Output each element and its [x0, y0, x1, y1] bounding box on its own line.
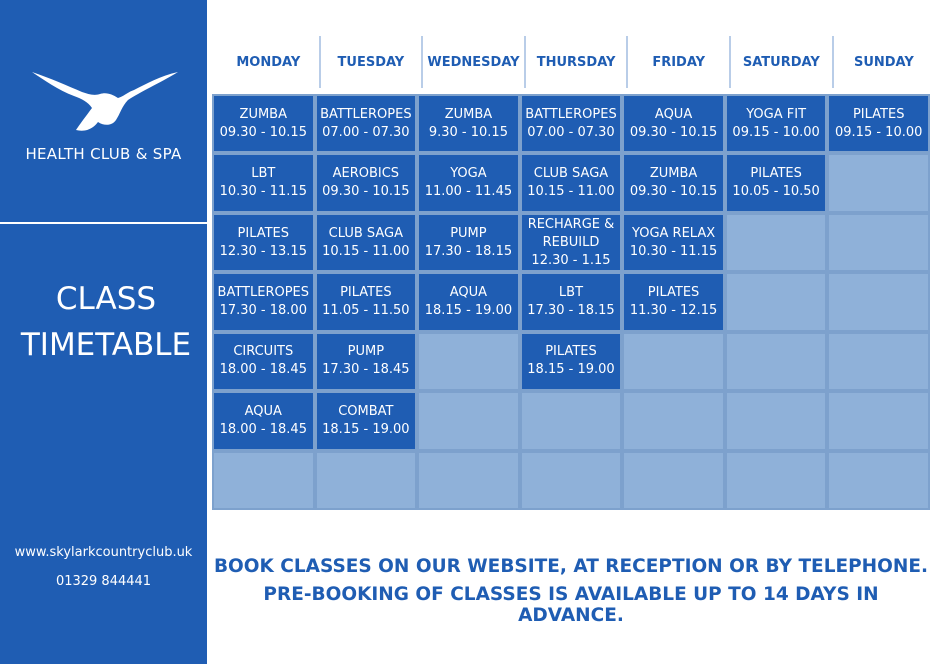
- sidebar: [0, 0, 207, 664]
- class-slot: [214, 215, 313, 270]
- class-slot: [522, 334, 621, 389]
- class-time: 12.30 - 1.15: [531, 252, 611, 268]
- empty-slot: [624, 393, 723, 448]
- class-slot: [624, 274, 723, 329]
- class-name: YOGA FIT: [746, 106, 807, 122]
- class-time: 17.30 - 18.15: [527, 302, 615, 318]
- empty-slot: [829, 393, 928, 448]
- class-name: LBT: [251, 166, 276, 182]
- class-name: CLUB SAGA: [328, 225, 404, 241]
- empty-slot: [419, 334, 518, 389]
- class-slot: [317, 96, 416, 151]
- class-name: ZUMBA: [239, 106, 287, 122]
- empty-slot: [829, 274, 928, 329]
- class-time: 09.15 - 10.00: [732, 124, 820, 140]
- timetable-grid: [212, 94, 930, 510]
- class-name: PILATES: [237, 225, 290, 241]
- empty-slot: [829, 453, 928, 508]
- class-slot: [419, 215, 518, 270]
- class-time: 17.30 - 18.00: [219, 302, 307, 318]
- empty-slot: [317, 453, 416, 508]
- class-name: LBT: [558, 284, 584, 300]
- class-time: 17.30 - 18.15: [424, 243, 513, 259]
- empty-slot: [727, 334, 826, 389]
- class-time: 09.30 - 10.15: [219, 124, 307, 140]
- class-time: 09.15 - 10.00: [835, 124, 923, 140]
- class-time: 07.00 - 07.30: [322, 124, 410, 140]
- class-name: PUMP: [347, 344, 385, 360]
- empty-slot: [624, 453, 723, 508]
- booking-info-line-2: PRE-BOOKING OF CLASSES IS AVAILABLE UP TO 14 DAYS IN ADVANCE.: [263, 584, 879, 626]
- empty-slot: [829, 215, 928, 270]
- class-slot: [419, 274, 518, 329]
- class-slot: [214, 393, 313, 448]
- website-link[interactable]: www.skylarkcountryclub.uk: [14, 545, 193, 560]
- brand-name: HEALTH CLUB & SPA: [25, 145, 182, 163]
- class-time: 18.15 - 19.00: [322, 421, 410, 437]
- empty-slot: [522, 453, 621, 508]
- empty-slot: [419, 453, 518, 508]
- class-name: RECHARGE &: [527, 216, 615, 232]
- class-time: 10.15 - 11.00: [322, 243, 410, 259]
- class-slot: [522, 274, 621, 329]
- class-time: 17.30 - 18.45: [322, 362, 410, 378]
- class-name: CLUB SAGA: [533, 166, 609, 182]
- day-header-separator: [319, 36, 321, 88]
- class-slot: [214, 155, 313, 210]
- class-name-line-2: REBUILD: [542, 234, 600, 250]
- class-time: 11.05 - 11.50: [322, 302, 410, 318]
- class-name: PILATES: [545, 344, 597, 360]
- class-slot: [317, 334, 416, 389]
- class-slot: [419, 96, 518, 151]
- class-name: BATTLEROPES: [320, 106, 412, 122]
- class-time: 10.05 - 10.50: [732, 184, 820, 200]
- class-slot: [624, 96, 723, 151]
- class-slot: [419, 155, 518, 210]
- class-time: 07.00 - 07.30: [527, 124, 615, 140]
- empty-slot: [829, 334, 928, 389]
- class-time: 12.30 - 13.15: [219, 243, 307, 259]
- class-slot: [317, 155, 416, 210]
- day-header-monday: MONDAY: [236, 54, 301, 70]
- page-title: [0, 276, 212, 368]
- class-slot: [317, 393, 416, 448]
- class-name: ZUMBA: [649, 166, 698, 182]
- day-header-thursday: THURSDAY: [536, 54, 616, 70]
- empty-slot: [727, 453, 826, 508]
- class-name: CIRCUITS: [233, 344, 294, 360]
- class-name: BATTLEROPES: [217, 284, 310, 300]
- class-time: 18.15 - 19.00: [527, 362, 615, 378]
- phone-number[interactable]: 01329 844441: [55, 574, 152, 589]
- class-time: 09.30 - 10.15: [322, 184, 410, 200]
- class-name: YOGA: [450, 166, 487, 182]
- class-slot: [522, 155, 621, 210]
- class-slot: [317, 274, 416, 329]
- class-slot: [522, 215, 621, 270]
- title-line-1: CLASS: [55, 281, 157, 317]
- class-slot: [829, 96, 928, 151]
- class-name: AEROBICS: [332, 166, 400, 182]
- class-time: 10.15 - 11.00: [527, 184, 615, 200]
- class-slot: [317, 215, 416, 270]
- class-name: ZUMBA: [444, 106, 493, 122]
- class-time: 09.30 - 10.15: [629, 124, 718, 140]
- class-name: YOGA RELAX: [631, 225, 716, 241]
- day-header-separator: [832, 36, 834, 88]
- day-header-separator: [626, 36, 628, 88]
- day-header-separator: [524, 36, 526, 88]
- class-name: BATTLEROPES: [525, 106, 617, 122]
- empty-slot: [727, 274, 826, 329]
- class-name: PILATES: [852, 106, 905, 122]
- empty-slot: [727, 215, 826, 270]
- class-time: 18.15 - 19.00: [424, 302, 513, 318]
- class-name: COMBAT: [338, 403, 394, 419]
- empty-slot: [727, 393, 826, 448]
- title-line-2: TIMETABLE: [20, 327, 192, 363]
- empty-slot: [214, 453, 313, 508]
- day-header-saturday: SATURDAY: [742, 54, 820, 70]
- class-time: 09.30 - 10.15: [629, 184, 718, 200]
- class-name: PILATES: [750, 166, 802, 182]
- day-header-sunday: SUNDAY: [853, 54, 914, 70]
- empty-slot: [624, 334, 723, 389]
- day-header-separator: [421, 36, 423, 88]
- day-header-separator: [729, 36, 731, 88]
- class-name: AQUA: [449, 284, 488, 300]
- class-slot: [727, 96, 826, 151]
- class-time: 18.00 - 18.45: [219, 421, 307, 437]
- class-slot: [214, 96, 313, 151]
- class-name: PILATES: [647, 284, 700, 300]
- sidebar-divider: [0, 222, 207, 224]
- class-time: 10.30 - 11.15: [629, 243, 718, 259]
- class-time: 9.30 - 10.15: [428, 124, 508, 140]
- class-name: PILATES: [340, 284, 392, 300]
- day-header-friday: FRIDAY: [652, 54, 706, 70]
- class-slot: [727, 155, 826, 210]
- class-slot: [624, 155, 723, 210]
- class-slot: [624, 215, 723, 270]
- class-slot: [214, 274, 313, 329]
- day-header-wednesday: WEDNESDAY: [427, 54, 520, 70]
- class-slot: [522, 96, 621, 151]
- class-name: PUMP: [450, 225, 487, 241]
- empty-slot: [522, 393, 621, 448]
- bird-logo-icon: [30, 70, 180, 134]
- class-slot: [214, 334, 313, 389]
- class-time: 18.00 - 18.45: [219, 362, 307, 378]
- class-time: 10.30 - 11.15: [219, 184, 307, 200]
- class-name: AQUA: [244, 403, 282, 419]
- class-time: 11.30 - 12.15: [629, 302, 718, 318]
- booking-info-line-1: BOOK CLASSES ON OUR WEBSITE, AT RECEPTION OR BY TELEPHONE.: [213, 556, 929, 577]
- class-time: 11.00 - 11.45: [424, 184, 513, 200]
- day-header-tuesday: TUESDAY: [337, 54, 405, 70]
- class-name: AQUA: [654, 106, 693, 122]
- empty-slot: [419, 393, 518, 448]
- empty-slot: [829, 155, 928, 210]
